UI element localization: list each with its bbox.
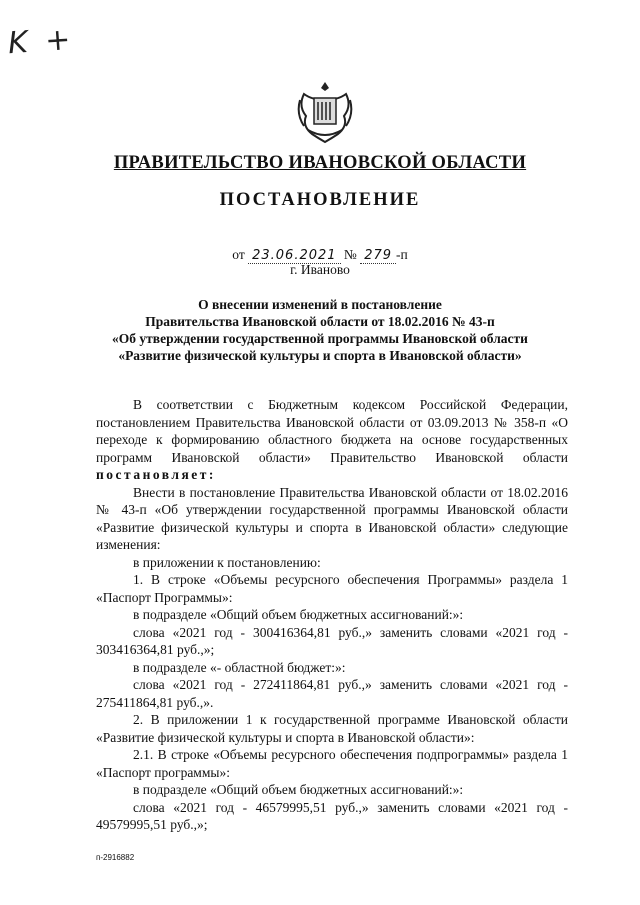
body-paragraph: 2.1. В строке «Объемы ресурсного обеспечения подпрограммы» раздела 1 «Паспорт программы»: — [96, 747, 568, 780]
preamble-text: В соответствии с Бюджетным кодексом Российской Федерации, постановлением Правительства Ивановской области от 03.09.2013 № 358-п «О переходе к формированию областного бюджета на основе государственных программ Ивановской области» Правительство Ивановской области — [96, 397, 568, 465]
document-date: 23.06.2021 — [248, 248, 340, 264]
document-type: ПОСТАНОВЛЕНИЕ — [219, 190, 421, 210]
preamble-paragraph — [96, 396, 568, 484]
date-prefix: от — [232, 247, 245, 262]
number-prefix: № — [343, 247, 357, 262]
date-number-line — [0, 247, 640, 263]
document-subject — [90, 296, 550, 364]
subject-line: Правительства Ивановской области от 18.02.2016 № 43-п — [145, 314, 495, 329]
subject-line: О внесении изменений в постановление — [198, 297, 442, 312]
city: г. Иваново — [290, 262, 350, 277]
body-paragraph: в подразделе «Общий объем бюджетных ассигнований:»: — [133, 607, 464, 622]
body-paragraph: 2. В приложении 1 к государственной программе Ивановской области «Развитие физической культуры и спорта в Ивановской области»: — [96, 712, 568, 745]
body-paragraph: Внести в постановление Правительства Ивановской области от 18.02.2016 № 43-п «Об утверждении государственной программы Ивановской области «Развитие физической культуры и спорта в Ивановской области» следующие изменения: — [96, 484, 568, 552]
body-paragraph: в приложении к постановлению: — [133, 554, 321, 570]
subject-line: «Развитие физической культуры и спорта в Ивановской области» — [118, 348, 522, 363]
body-paragraph: слова «2021 год - 46579995,51 руб.,» заменить словами «2021 год - 49579995,51 руб.,»; — [96, 799, 568, 832]
document-body — [96, 396, 568, 834]
footer-code: п-2916882 — [96, 853, 135, 862]
body-paragraph: слова «2021 год - 300416364,81 руб.,» заменить словами «2021 год - 303416364,81 руб.,»; — [96, 624, 568, 657]
government-title: ПРАВИТЕЛЬСТВО ИВАНОВСКОЙ ОБЛАСТИ — [113, 153, 527, 173]
body-paragraph: слова «2021 год - 272411864,81 руб.,» заменить словами «2021 год - 275411864,81 руб.,». — [96, 677, 568, 710]
subject-line: «Об утверждении государственной программы Ивановской области — [112, 331, 528, 346]
number-suffix: -п — [396, 247, 408, 262]
resolves-word: постановляет: — [96, 467, 216, 482]
document-number: 279 — [360, 248, 396, 264]
body-paragraph: в подразделе «- областной бюджет:»: — [133, 659, 346, 675]
body-paragraph: в подразделе «Общий объем бюджетных ассигнований:»: — [133, 782, 464, 797]
coat-of-arms-emblem — [296, 80, 354, 144]
body-paragraph: 1. В строке «Объемы ресурсного обеспечения Программы» раздела 1 «Паспорт Программы»: — [96, 572, 568, 605]
handwritten-mark: K + — [6, 21, 76, 62]
